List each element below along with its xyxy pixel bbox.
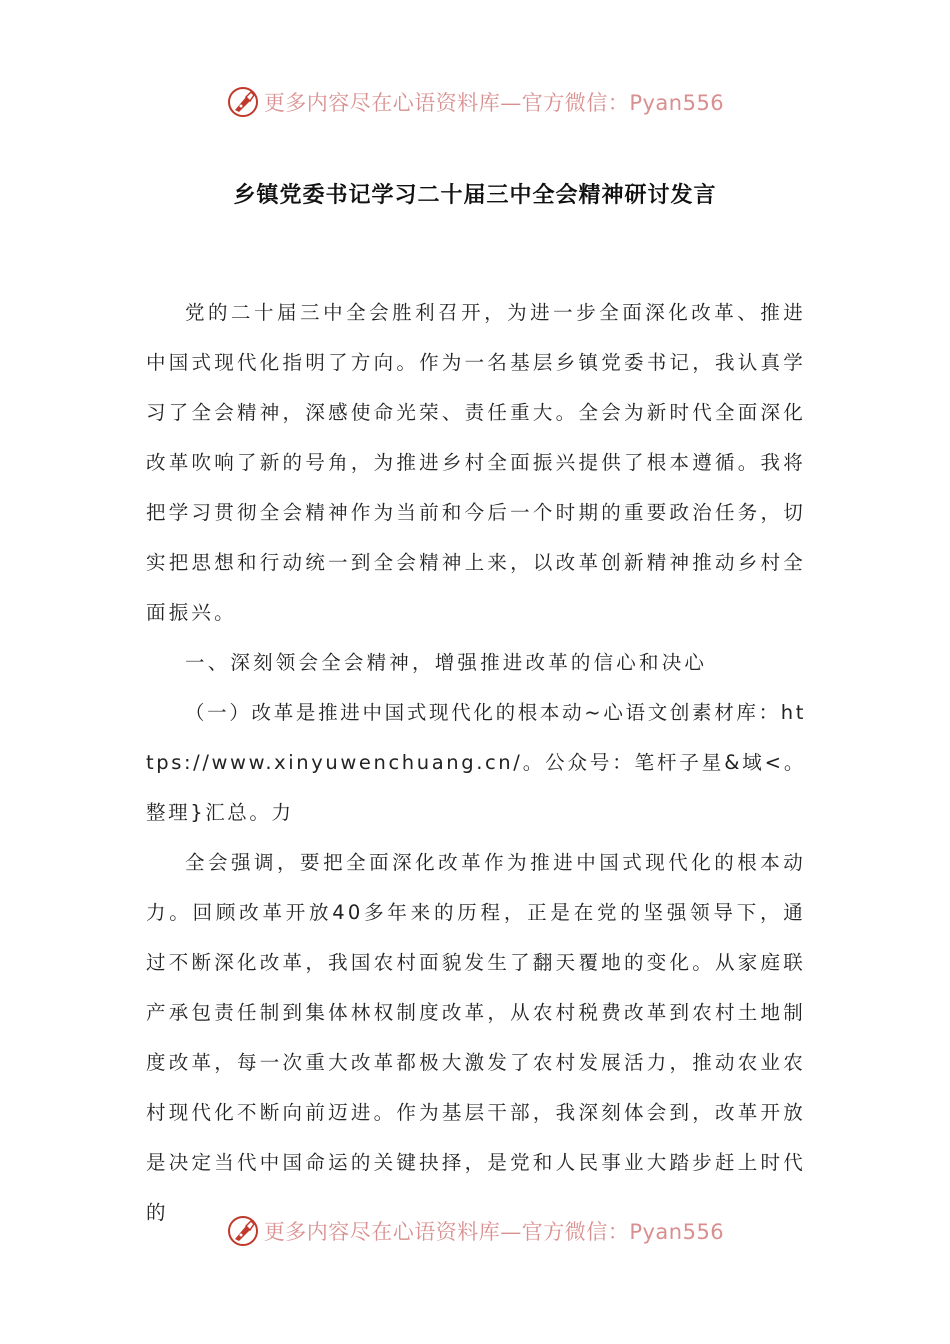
watermark-text: 更多内容尽在心语资料库—官方微信：Pyan556 — [263, 1220, 725, 1244]
pen-nib-logo-icon — [226, 85, 260, 119]
header-watermark-banner — [0, 82, 950, 122]
wechat-id: Pyan556 — [629, 91, 725, 115]
document-body — [146, 288, 806, 1238]
paragraph-intro: 党的二十届三中全会胜利召开，为进一步全面深化改革、推进中国式现代化指明了方向。作为一名基层乡镇党委书记，我认真学习了全会精神，深感使命光荣、责任重大。全会为新时代全面深化改革吹响了新的号角，为推进乡村全面振兴提供了根本遵循。我将把学习贯彻全会精神作为当前和今后一个时期的重要政治任务，切实把思想和行动统一到全会精神上来，以改革创新精神推动乡村全面振兴。 — [146, 301, 806, 624]
footer-watermark-banner — [0, 1211, 950, 1251]
watermark-text: 更多内容尽在心语资料库—官方微信：Pyan556 — [263, 91, 725, 115]
subsection-heading-1: （一）改革是推进中国式现代化的根本动~心语文创素材库：https://www.xinyuwenchuang.cn/。公众号：笔杆子星&域<。整理}汇总。力 — [146, 701, 806, 824]
document-title: 乡镇党委书记学习二十届三中全会精神研讨发言 — [233, 183, 717, 208]
wechat-id: Pyan556 — [629, 1220, 725, 1244]
paragraph-reform: 全会强调，要把全面深化改革作为推进中国式现代化的根本动力。回顾改革开放40多年来的历程，正是在党的坚强领导下，通过不断深化改革，我国农村面貌发生了翻天覆地的变化。从家庭联产承包责任制到集体林权制度改革，从农村税费改革到农村土地制度改革，每一次重大改革都极大激发了农村发展活力，推动农业农村现代化不断向前迈进。作为基层干部，我深刻体会到，改革开放是决定当代中国命运的关键抉择，是党和人民事业大踏步赶上时代的 — [146, 851, 806, 1224]
pen-nib-logo-icon — [226, 1214, 260, 1248]
section-heading-1: 一、深刻领会全会精神，增强推进改革的信心和决心 — [185, 651, 708, 674]
